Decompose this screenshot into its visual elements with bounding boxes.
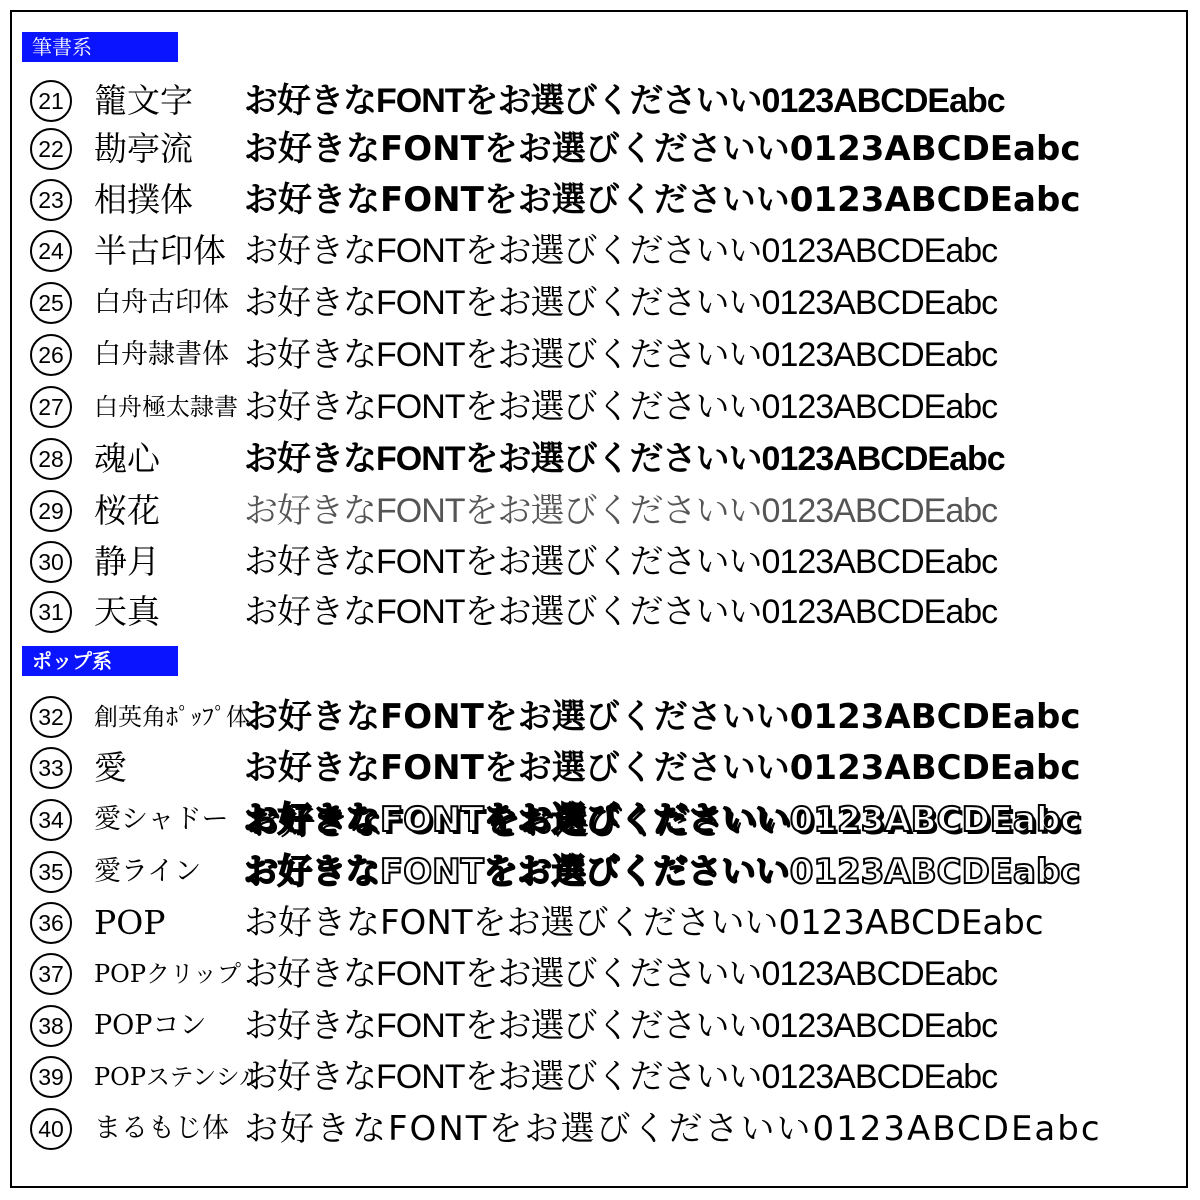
font-row-26 [0,328,1200,380]
font-row-23 [0,173,1200,225]
font-number: 39 [30,1056,72,1098]
font-row-31 [0,585,1200,637]
font-name: 愛ライン [94,856,202,887]
font-name: POPステンシル [94,1063,264,1091]
font-sample: お好きなFONTをお選びくださいい0123ABCDEabc [244,440,1005,478]
font-sample: お好きなFONTをお選びくださいい0123ABCDEabc [244,748,1081,788]
font-name: 白舟極太隷書 [94,393,238,421]
font-row-24 [0,224,1200,276]
font-row-25 [0,276,1200,328]
font-row-34 [0,793,1200,845]
font-row-27 [0,380,1200,432]
font-sample: お好きなFONTをお選びくださいい0123ABCDEabc [244,1058,998,1096]
font-name: 籠文字 [94,81,193,120]
font-sample: お好きなFONTをお選びくださいい0123ABCDEabc [244,697,1081,737]
font-sample: お好きなFONTをお選びくださいい0123ABCDEabc [244,543,998,581]
font-sample: お好きなFONTをお選びくださいい0123ABCDEabc [244,800,1081,840]
font-row-32 [0,690,1200,742]
font-row-29 [0,484,1200,536]
font-sample: お好きなFONTをお選びくださいい0123ABCDEabc [244,180,1081,220]
font-number: 40 [30,1108,72,1150]
font-row-36 [0,896,1200,948]
font-name: 桜花 [94,491,160,530]
font-number: 28 [30,438,72,480]
font-number: 38 [30,1005,72,1047]
font-name: 天真 [94,592,160,631]
font-name: 愛シャドー [94,804,229,835]
font-sample: お好きなFONTをお選びくださいい0123ABCDEabc [244,1007,998,1045]
font-number: 35 [30,851,72,893]
font-name: 半古印体 [94,231,226,270]
font-name: 静月 [94,542,160,581]
font-number: 25 [30,282,72,324]
font-number: 24 [30,230,72,272]
font-row-22 [0,122,1200,174]
font-sample: お好きなFONTをお選びくださいい0123ABCDEabc [244,284,998,322]
font-sample: お好きなFONTをお選びくださいい0123ABCDEabc [244,336,998,374]
font-name: まるもじ体 [94,1113,229,1144]
font-name: POPコン [94,1010,207,1041]
font-name: 白舟隷書体 [94,339,229,370]
font-number: 34 [30,799,72,841]
font-name: 勘亭流 [94,129,193,168]
font-row-30 [0,535,1200,587]
section-label-brush: 筆書系 [22,32,178,62]
font-number: 21 [30,80,72,122]
font-sample: お好きなFONTをお選びくださいい0123ABCDEabc [244,129,1081,169]
font-name: 相撲体 [94,180,193,219]
font-name: 創英角ﾎﾟｯﾌﾟ体 [94,703,250,731]
font-number: 36 [30,902,72,944]
font-name: POP [94,903,166,942]
font-sample: お好きなFONTをお選びくださいい0123ABCDEabc [244,903,1044,943]
font-row-21 [0,74,1200,126]
font-sample: お好きなFONTをお選びくださいい0123ABCDEabc [244,82,1005,120]
font-number: 22 [30,128,72,170]
section-label-pop: ポップ系 [22,646,178,676]
font-row-39 [0,1050,1200,1102]
font-number: 37 [30,953,72,995]
font-number: 33 [30,747,72,789]
font-number: 23 [30,179,72,221]
font-number: 30 [30,541,72,583]
font-number: 26 [30,334,72,376]
font-sample: お好きなFONTをお選びくださいい0123ABCDEabc [244,388,998,426]
font-sample: お好きなFONTをお選びくださいい0123ABCDEabc [244,593,998,631]
font-sample: お好きなFONTをお選びくださいい0123ABCDEabc [244,852,1081,892]
font-number: 32 [30,696,72,738]
font-sample: お好きなFONTをお選びくださいい0123ABCDEabc [244,955,998,993]
font-number: 29 [30,490,72,532]
font-sample: お好きなFONTをお選びくださいい0123ABCDEabc [244,1109,1102,1149]
font-row-28 [0,432,1200,484]
font-name: POPクリップ [94,960,242,988]
font-number: 27 [30,386,72,428]
font-row-40 [0,1102,1200,1154]
font-row-37 [0,947,1200,999]
font-row-38 [0,999,1200,1051]
font-row-35 [0,845,1200,897]
font-row-33 [0,741,1200,793]
font-name: 魂心 [94,439,160,478]
font-name: 愛 [94,748,127,787]
font-sample: お好きなFONTをお選びくださいい0123ABCDEabc [244,232,998,270]
font-name: 白舟古印体 [94,287,229,318]
font-number: 31 [30,591,72,633]
font-sample: お好きなFONTをお選びくださいい0123ABCDEabc [244,492,998,530]
